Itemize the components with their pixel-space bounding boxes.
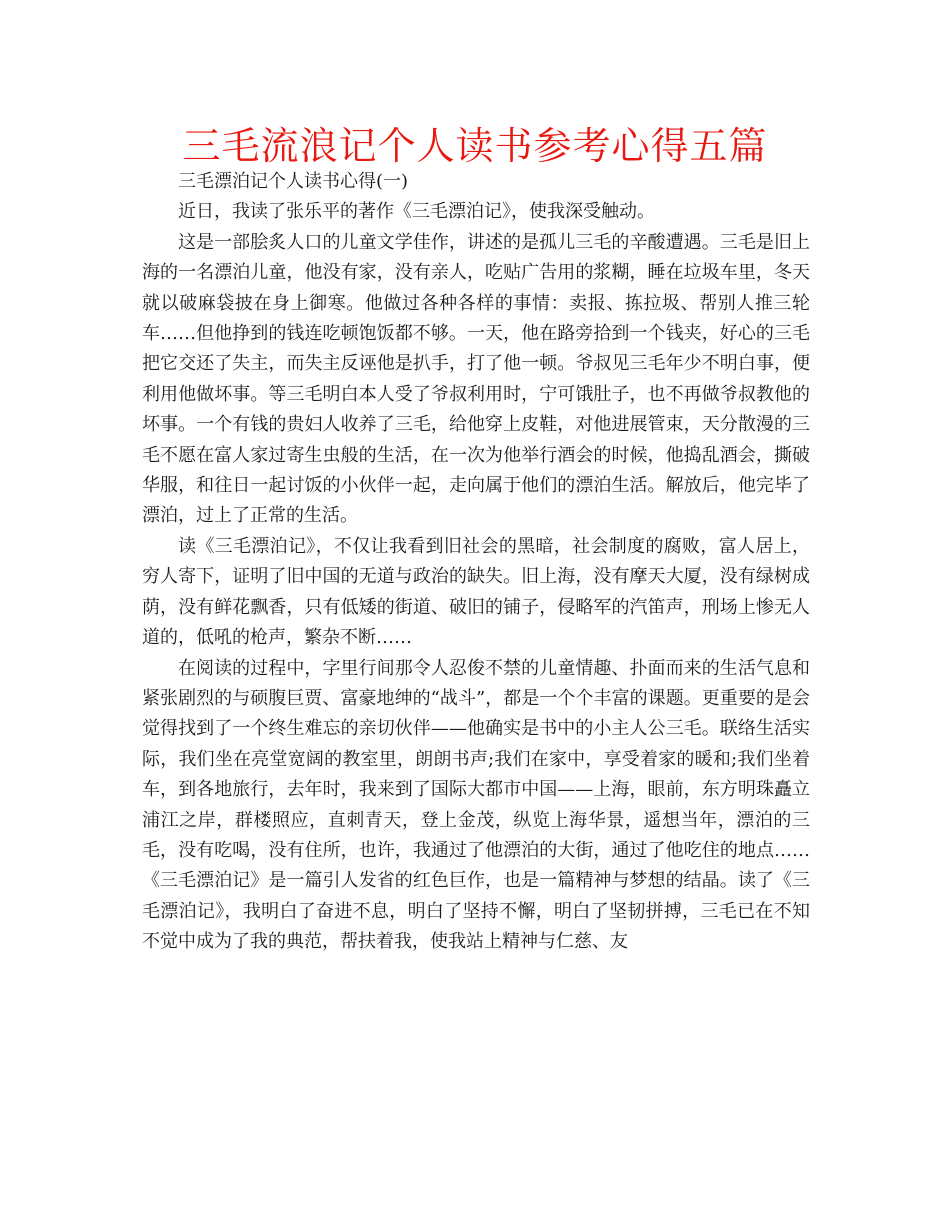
document-body — [142, 167, 810, 958]
paragraph: 近日，我读了张乐平的著作《三毛漂泊记》，使我深受触动。 — [178, 201, 655, 223]
section-heading: 三毛漂泊记个人读书心得(一) — [178, 171, 409, 192]
paragraph: 这是一部脍炙人口的儿童文学佳作，讲述的是孤儿三毛的辛酸遭遇。三毛是旧上海的一名漂泊儿童，他没有家，没有亲人，吃贴广告用的浆糊，睡在垃圾车里，冬天就以破麻袋披在身上御寒。他做过各种各样的事情：卖报、拣拉圾、帮别人推三轮车……但他挣到的钱连吃顿饱饭都不够。一天，他在路旁拾到一个钱夹，好心的三毛把它交还了失主，而失主反诬他是扒手，打了他一顿。爷叔见三毛年少不明白事，便利用他做坏事。等三毛明白本人受了爷叔利用时，宁可饿肚子，也不再做爷叔教他的坏事。一个有钱的贵妇人收养了三毛，给他穿上皮鞋，对他进展管束，天分散漫的三毛不愿在富人家过寄生虫般的生活，在一次为他举行酒会的时候，他捣乱酒会，撕破华服，和往日一起讨饭的小伙伴一起，走向属于他们的漂泊生活。解放后，他完毕了漂泊，过上了正常的生活。 — [142, 231, 810, 527]
document-title: 三毛流浪记个人读书参考心得五篇 — [182, 124, 768, 168]
paragraph: 在阅读的过程中，字里行间那令人忍俊不禁的儿童情趣、扑面而来的生活气息和紧张剧烈的与硕腹巨贾、富豪地绅的“战斗”，都是一个个丰富的课题。更重要的是会觉得找到了一个终生难忘的亲切伙伴——他确实是书中的小主人公三毛。联络生活实际，我们坐在亮堂宽阔的教室里，朗朗书声;我们在家中，享受着家的暖和;我们坐着车，到各地旅行，去年时，我来到了国际大都市中国——上海，眼前，东方明珠矗立浦江之岸，群楼照应，直刺青天，登上金茂，纵览上海华景，遥想当年，漂泊的三毛，没有吃喝，没有住所，也许，我通过了他漂泊的大街，通过了他吃住的地点……《三毛漂泊记》是一篇引人发省的红色巨作，也是一篇精神与梦想的结晶。读了《三毛漂泊记》，我明白了奋进不息，明白了坚持不懈，明白了坚韧拼搏，三毛已在不知不觉中成为了我的典范，帮扶着我，使我站上精神与仁慈、友 — [142, 657, 810, 953]
paragraph: 读《三毛漂泊记》，不仅让我看到旧社会的黑暗，社会制度的腐败，富人居上，穷人寄下，证明了旧中国的无道与政治的缺失。旧上海，没有摩天大厦，没有绿树成荫，没有鲜花飘香，只有低矮的街道、破旧的铺子，侵略军的汽笛声，刑场上惨无人道的，低吼的枪声，繁杂不断…… — [142, 535, 810, 649]
